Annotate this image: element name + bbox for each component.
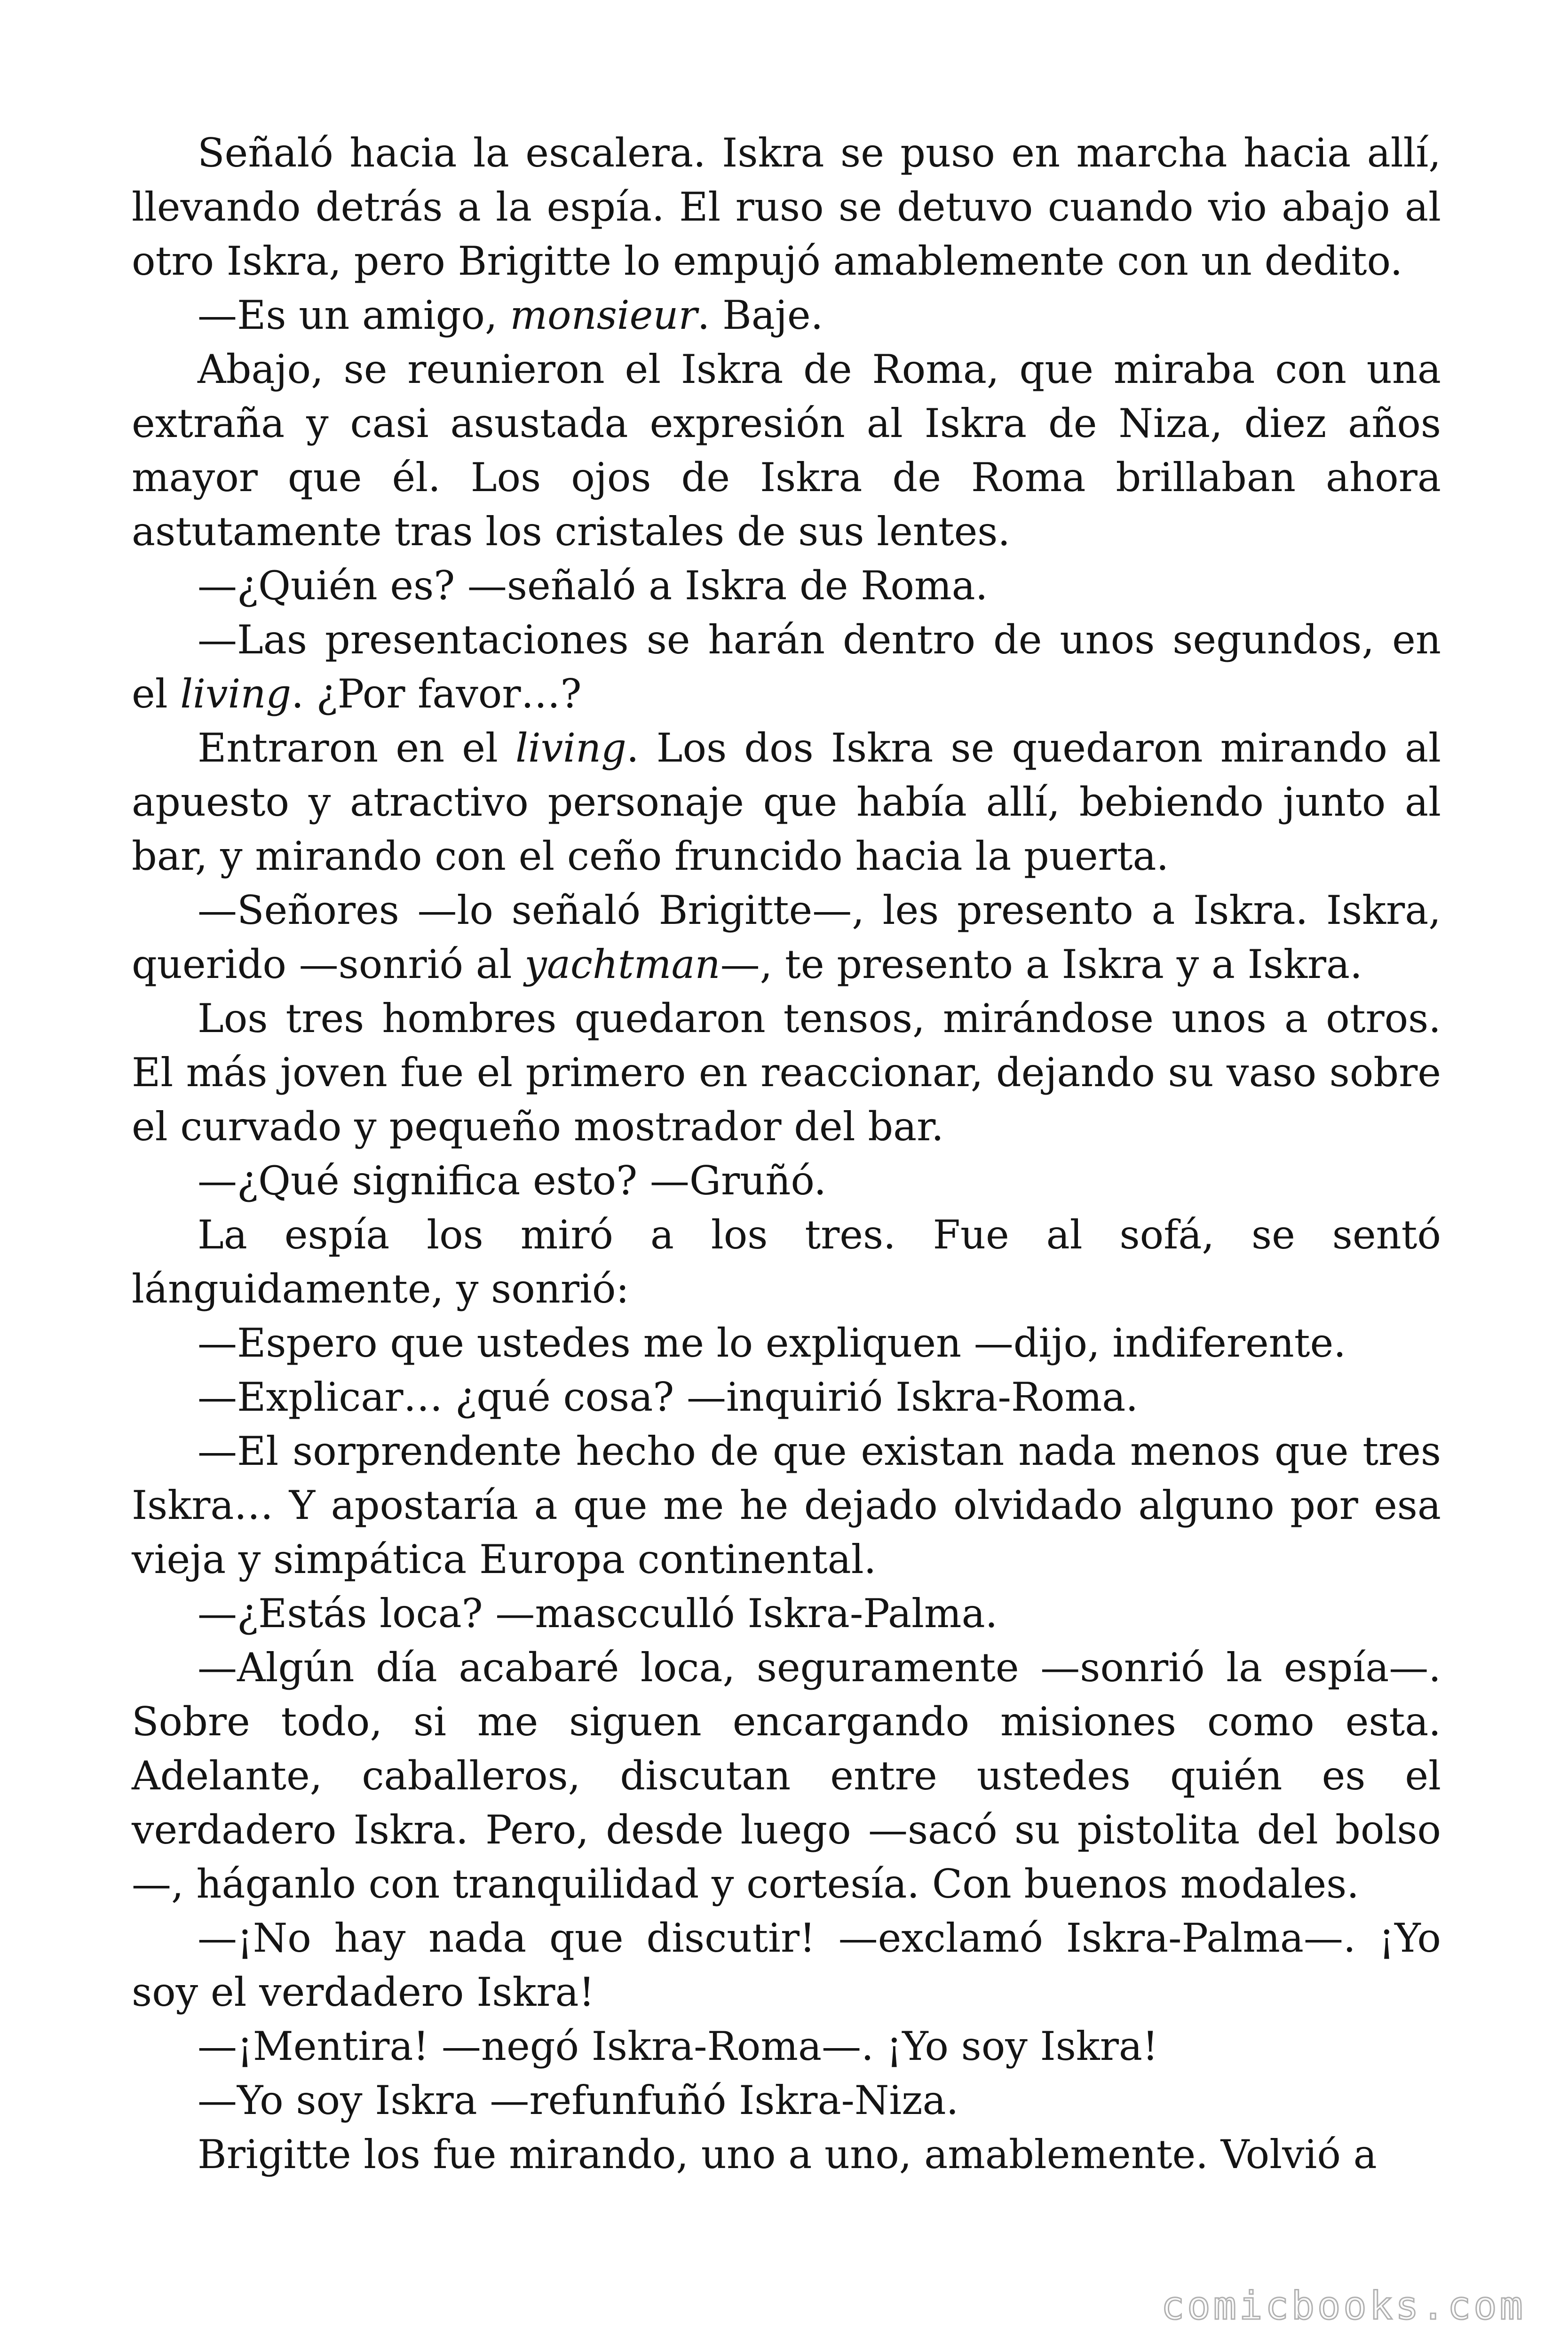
paragraph: —¡No hay nada que discutir! —exclamó Iskra-Palma—. ¡Yo soy el verdadero Iskra! [132, 1915, 1441, 2015]
paragraph: Los tres hombres quedaron tensos, mirándose unos a otros. El más joven fue el primero en reaccionar, dejando su vaso sobre el curvado y pequeño mostrador del bar. [132, 995, 1441, 1150]
paragraph: —¿Quién es? —señaló a Iskra de Roma. [198, 563, 988, 609]
paragraph: —¿Estás loca? —mascculló Iskra-Palma. [198, 1590, 998, 1637]
paragraph: Entraron en el living. Los dos Iskra se quedaron mirando al apuesto y atractivo personaje que había allí, bebiendo junto al bar, y mirando con el ceño fruncido hacia la puerta. [132, 725, 1441, 879]
paragraph: —Es un amigo, monsieur. Baje. [198, 292, 824, 338]
paragraph: —¡Mentira! —negó Iskra-Roma—. ¡Yo soy Iskra! [198, 2023, 1158, 2069]
paragraph: Brigitte los fue mirando, uno a uno, amablemente. Volvió a [198, 2131, 1377, 2177]
paragraph: —Espero que ustedes me lo expliquen —dijo, indiferente. [198, 1320, 1346, 1366]
paragraph: —El sorprendente hecho de que existan nada menos que tres Iskra… Y apostaría a que me he dejado olvidado alguno por esa vieja y simpática Europa continental. [132, 1428, 1441, 1582]
watermark: comicbooks.com [1161, 2284, 1526, 2328]
paragraph: —¿Qué significa esto? —Gruñó. [198, 1158, 827, 1204]
paragraph: La espía los miró a los tres. Fue al sofá, se sentó lánguidamente, y sonrió: [132, 1212, 1441, 1312]
paragraph: —Las presentaciones se harán dentro de unos segundos, en el living. ¿Por favor…? [132, 617, 1441, 717]
paragraph: Abajo, se reunieron el Iskra de Roma, que miraba con una extraña y casi asustada expresión al Iskra de Niza, diez años mayor que él. Los ojos de Iskra de Roma brillaban ahora astutamente tras los cristales de sus lentes. [132, 346, 1441, 555]
paragraph: —Algún día acabaré loca, seguramente —sonrió la espía—. Sobre todo, si me siguen encargando misiones como esta. Adelante, caballeros, discutan entre ustedes quién es el verdadero Iskra. Pero, desde luego —sacó su pistolita del bolso—, háganlo con tranquilidad y cortesía. Con buenos modales. [132, 1645, 1441, 1907]
page-text [132, 126, 1441, 2182]
paragraph: —Señores —lo señaló Brigitte—, les presento a Iskra. Iskra, querido —sonrió al yachtman—, te presento a Iskra y a Iskra. [132, 887, 1441, 987]
paragraph: —Yo soy Iskra —refunfuñó Iskra-Niza. [198, 2077, 959, 2123]
paragraph: Señaló hacia la escalera. Iskra se puso en marcha hacia allí, llevando detrás a la espía. El ruso se detuvo cuando vio abajo al otro Iskra, pero Brigitte lo empujó amablemente con un dedito. [132, 130, 1441, 284]
paragraph: —Explicar… ¿qué cosa? —inquirió Iskra-Roma. [198, 1374, 1139, 1420]
